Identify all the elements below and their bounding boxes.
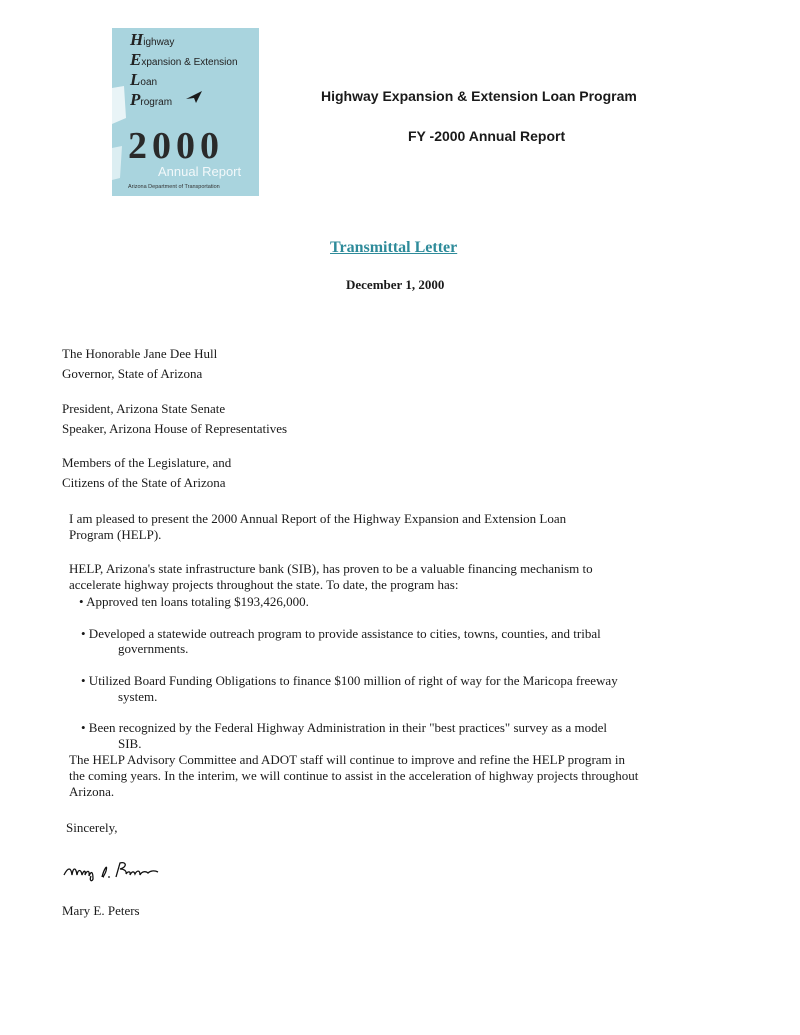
logo-word-program: Program — [130, 90, 173, 109]
bullet-item: • Developed a statewide outreach program to provide assistance to cities, towns, counties, and tribal — [81, 626, 601, 641]
logo-word-loan: Loan — [130, 70, 158, 89]
report-logo — [112, 28, 259, 196]
help-para-line: HELP, Arizona's state infrastructure bank (SIB), has proven to be a valuable financing mechanism to — [69, 561, 593, 576]
addressee-line: President, Arizona State Senate — [62, 401, 226, 416]
intro-line: Program (HELP). — [69, 527, 162, 542]
logo-year: 2000 — [128, 125, 224, 167]
addressee-line: Governor, State of Arizona — [62, 366, 203, 381]
transmittal-letter-heading: Transmittal Letter — [330, 239, 458, 256]
addressee-line: Citizens of the State of Arizona — [62, 475, 226, 490]
report-subtitle: FY -2000 Annual Report — [408, 128, 566, 144]
logo-word-highway: Highway — [130, 30, 175, 49]
closing-para-line: the coming years. In the interim, we will continue to assist in the acceleration of highway projects throughout — [69, 768, 639, 783]
bullet-item: • Been recognized by the Federal Highway Administration in their "best practices" survey as a model — [81, 720, 607, 735]
bullet-item-continuation: governments. — [118, 641, 189, 656]
addressee-line: Speaker, Arizona House of Representatives — [62, 421, 288, 436]
addressee-line: The Honorable Jane Dee Hull — [62, 346, 218, 361]
letter-date: December 1, 2000 — [346, 277, 445, 292]
bullet-item: • Approved ten loans totaling $193,426,000. — [79, 594, 309, 609]
intro-line: I am pleased to present the 2000 Annual Report of the Highway Expansion and Extension Loan — [69, 511, 567, 526]
help-para-line: accelerate highway projects throughout the state. To date, the program has: — [69, 577, 459, 592]
report-title: Highway Expansion & Extension Loan Program — [321, 88, 637, 104]
addressee-line: Members of the Legislature, and — [62, 455, 232, 470]
arrow-icon — [185, 90, 203, 104]
logo-word-expansion: Expansion & Extension — [130, 50, 238, 69]
logo-annual-report: Annual Report — [158, 164, 242, 179]
bullet-item-continuation: system. — [118, 689, 158, 704]
handwritten-signature — [62, 857, 162, 885]
bullet-item: • Utilized Board Funding Obligations to finance $100 million of right of way for the Maricopa freeway — [81, 673, 618, 688]
bullet-item-continuation: SIB. — [118, 736, 142, 751]
closing-para-line: Arizona. — [69, 784, 115, 799]
logo-department: Arizona Department of Transportation — [128, 184, 220, 190]
closing-para-line: The HELP Advisory Committee and ADOT staff will continue to improve and refine the HELP program in — [69, 752, 626, 767]
signer-name: Mary E. Peters — [62, 903, 140, 918]
sign-off: Sincerely, — [66, 820, 118, 835]
